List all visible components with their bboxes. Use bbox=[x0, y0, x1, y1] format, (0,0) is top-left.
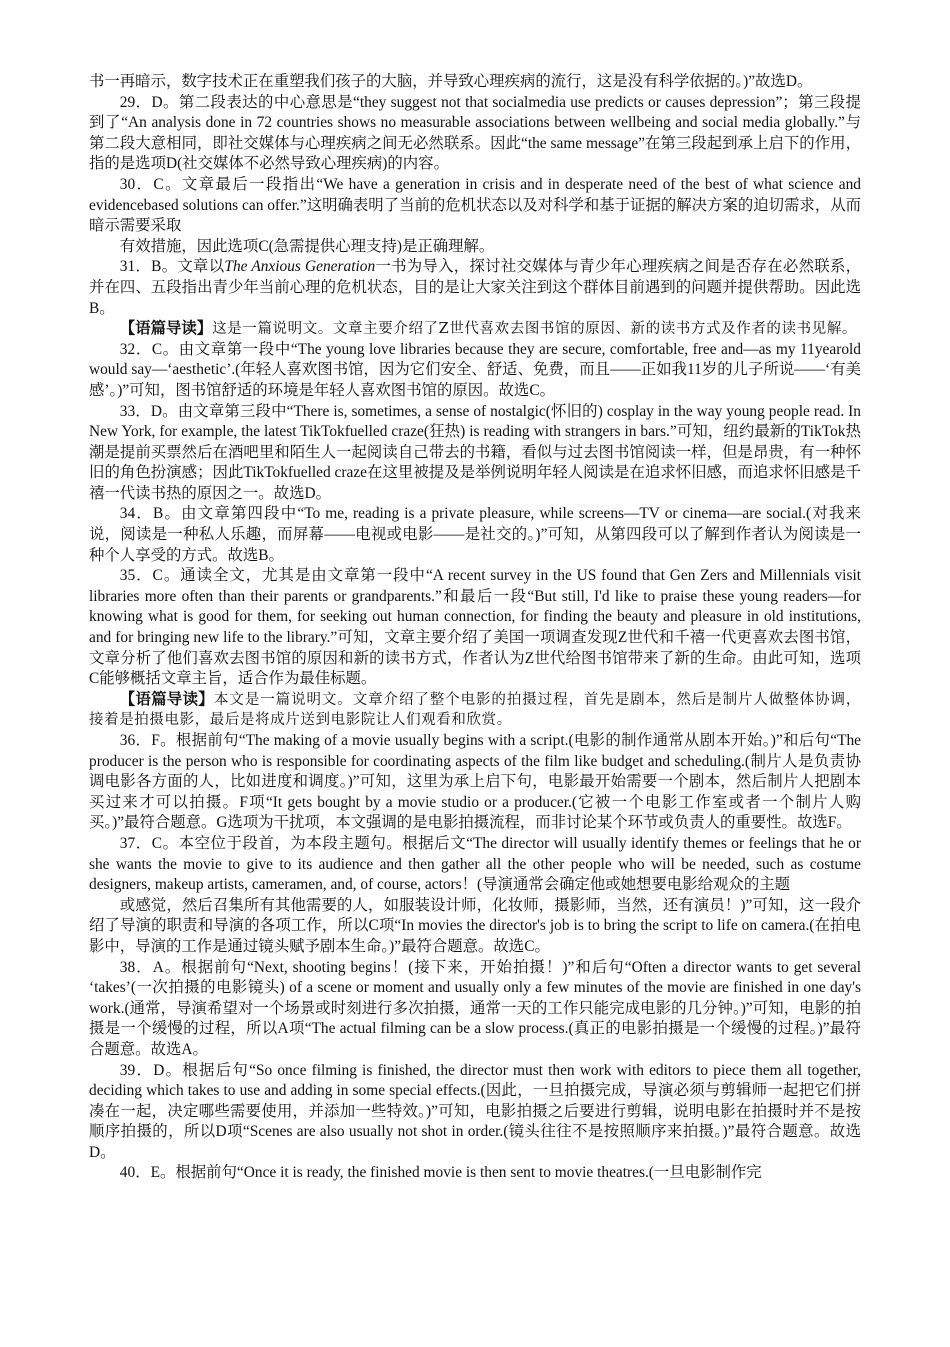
passage-guide-heading: 【语篇导读】 bbox=[119, 690, 215, 708]
paragraph-continuation: 书一再暗示，数字技术正在重塑我们孩子的大脑，并导致心理疾病的流行，这是没有科学依据的。)”故选D。 bbox=[89, 73, 813, 90]
answer-30: 30．C。文章最后一段指出“We have a generation in crisis and in desperate need of the best of what science and evidencebased solutions can offer.”这明确表明了当前的危机状态以及对科学和基于证据的解决方案的迫切需求，从而暗示需要采取 bbox=[89, 175, 861, 235]
answer-33: 33．D。由文章第三段中“There is, sometimes, a sense of nostalgic(怀旧的) cosplay in the way young people read. In New York, for example, the latest TikTokfuelled craze(狂热) is reading with strangers in bars.”可知，纽约最新的TikTok热潮是提前买票然后在酒吧里和陌生人一起阅读自己带去的书籍，看似与过去图书馆阅读一样，但是昂贵，有一种怀旧的角色扮演感；因此TikTokfuelled craze在这里被提及是举例说明年轻人阅读是在追求怀旧感，而追求怀旧感是千禧一代读书热的原因之一。故选D。 bbox=[89, 402, 861, 502]
passage-guide bbox=[89, 319, 861, 340]
answer-31-rest: 一书为导入，探讨社交媒体与青少年心理疾病之间是否存在必然联系，并在四、五段指出青少年当前心理的危机状态，目的是让大家关注到这个群体目前遇到的问题并提供帮助。因此选B。 bbox=[89, 258, 862, 317]
answer-36: 36．F。根据前句“The making of a movie usually begins with a script.(电影的制作通常从剧本开始。)”和后句“The producer is the person who is responsible for coordinating aspects of the film like budget and scheduling.(制片人是负责协调电影各方面的人，比如进度和调度。)”可知，这里为承上启下句，电影最开始需要一个剧本，然后制片人把剧本买过来才可以拍摄。F项“It gets bought by a movie studio or a producer.(它被一个电影工作室或者一个制片人购买。)”最符合题意。G选项为干扰项，本文强调的是电影拍摄流程，而非讨论某个环节或负责人的重要性。故选F。 bbox=[89, 732, 861, 832]
answer-30-continued: 有效措施，因此选项C(急需提供心理支持)是正确理解。 bbox=[119, 237, 495, 255]
answer-37: 37．C。本空位于段首，为本段主题句。根据后文“The director will usually identify themes or feelings that he or she wants the movie to give to its audience and then gather all the other people who will be needed, such as costume designers, makeup artists, cameramen, and, of course, actors！(导演通常会确定他或她想要电影给观众的主题 bbox=[89, 834, 861, 894]
answer-38: 38．A。根据前句“Next, shooting begins！(接下来，开始拍摄！)”和后句“Often a director wants to get several ‘takes’(一次拍摄的电影镜头) of a scene or moment and usually only a few minutes of the movie are finished in one day's work.(通常，导演希望对一个场景或时刻进行多次拍摄，通常一天的工作只能完成电影的几分钟。)”可知，电影的拍摄是一个缓慢的过程，所以A项“The actual filming can be a slow process.(真正的电影拍摄是一个缓慢的过程。)”最符合题意。故选A。 bbox=[89, 958, 861, 1058]
answer-32: 32．C。由文章第一段中“The young love libraries because they are secure, comfortable, free and—as my 11yearold would say—‘aesthetic’.(年轻人喜欢图书馆，因为它们安全、舒适、免费，而且——正如我11岁的儿子所说——‘有美感’。)”可知，图书馆舒适的环境是年轻人喜欢图书馆的原因。故选C。 bbox=[89, 340, 861, 399]
answer-40: 40．E。根据前句“Once it is ready, the finished movie is then sent to movie theatres.(一旦电影制作完 bbox=[119, 1164, 762, 1182]
answer-35: 35．C。通读全文，尤其是由文章第一段中“A recent survey in the US found that Gen Zers and Millennials visit libraries more often than their parents or grandparents.”和最后一段“But still, I'd like to praise these young readers—for knowing what is good for them, for seeking out human connection, for finding the beauty and pleasure in old institutions, and for bringing new life to the library.”可知，文章主要介绍了美国一项调查发现Z世代和千禧一代更喜欢去图书馆，文章分析了他们喜欢去图书馆的原因和新的读书方式，作者认为Z世代给图书馆带来了新的生命。由此可知，选项C能够概括文章主旨，适合作为最佳标题。 bbox=[89, 567, 861, 688]
answer-29: 29．D。第二段表达的中心意思是“they suggest not that socialmedia use predicts or causes depression”；第三段提到了“An analysis done in 72 countries shows no measurable associations between wellbeing and social media globally.”与第二段大意相同，即社交媒体与心理疾病之间无必然联系。因此“the same message”在第三段起到承上启下的作用，指的是选项D(社交媒体不必然导致心理疾病)的内容。 bbox=[89, 93, 861, 173]
answer-39: 39．D。根据后句“So once filming is finished, the director must then work with editors to piece them all together, deciding which takes to use and adding in some special effects.(因此，一旦拍摄完成，导演必须与剪辑师一起把它们拼凑在一起，决定哪些需要使用，并添加一些特效。)”可知，电影拍摄之后要进行剪辑，说明电影在拍摄时并不是按顺序拍摄的，所以D项“Scenes are also usually not shot in order.(镜头往往不是按照顺序来拍摄。)”最符合题意。故选D。 bbox=[89, 1061, 861, 1161]
answer-31-lead: 31．B。文章以 bbox=[119, 258, 225, 276]
answer-31 bbox=[89, 257, 861, 319]
passage-guide bbox=[89, 690, 861, 731]
answer-explanation-page bbox=[89, 72, 861, 1184]
answer-34: 34．B。由文章第四段中“To me, reading is a private pleasure, while screens—TV or cinema—are social.(对我来说，阅读是一种私人乐趣，而屏幕——电视或电影——是社交的。)”可知，从第四段可以了解到作者认为阅读是一种个人享受的方式。故选B。 bbox=[89, 505, 861, 564]
passage-guide-text: 本文是一篇说明文。文章介绍了整个电影的拍摄过程，首先是剧本，然后是制片人做整体协调，接着是拍摄电影，最后是将成片送到电影院让人们观看和欣赏。 bbox=[89, 691, 861, 729]
passage-guide-text: 这是一篇说明文。文章主要介绍了Z世代喜欢去图书馆的原因、新的读书方式及作者的读书见解。 bbox=[212, 321, 858, 338]
passage-guide-heading: 【语篇导读】 bbox=[119, 320, 213, 338]
book-title: The Anxious Generation bbox=[224, 258, 376, 276]
answer-37-continued: 或感觉，然后召集所有其他需要的人，如服装设计师，化妆师，摄影师，当然，还有演员！)”可知，这一段介绍了导演的职责和导演的各项工作，所以C项“In movies the director's job is to bring the script to life on camera.(在拍电影中，导演的工作是通过镜头赋予剧本生命。)”最符合题意。故选C。 bbox=[89, 896, 861, 955]
